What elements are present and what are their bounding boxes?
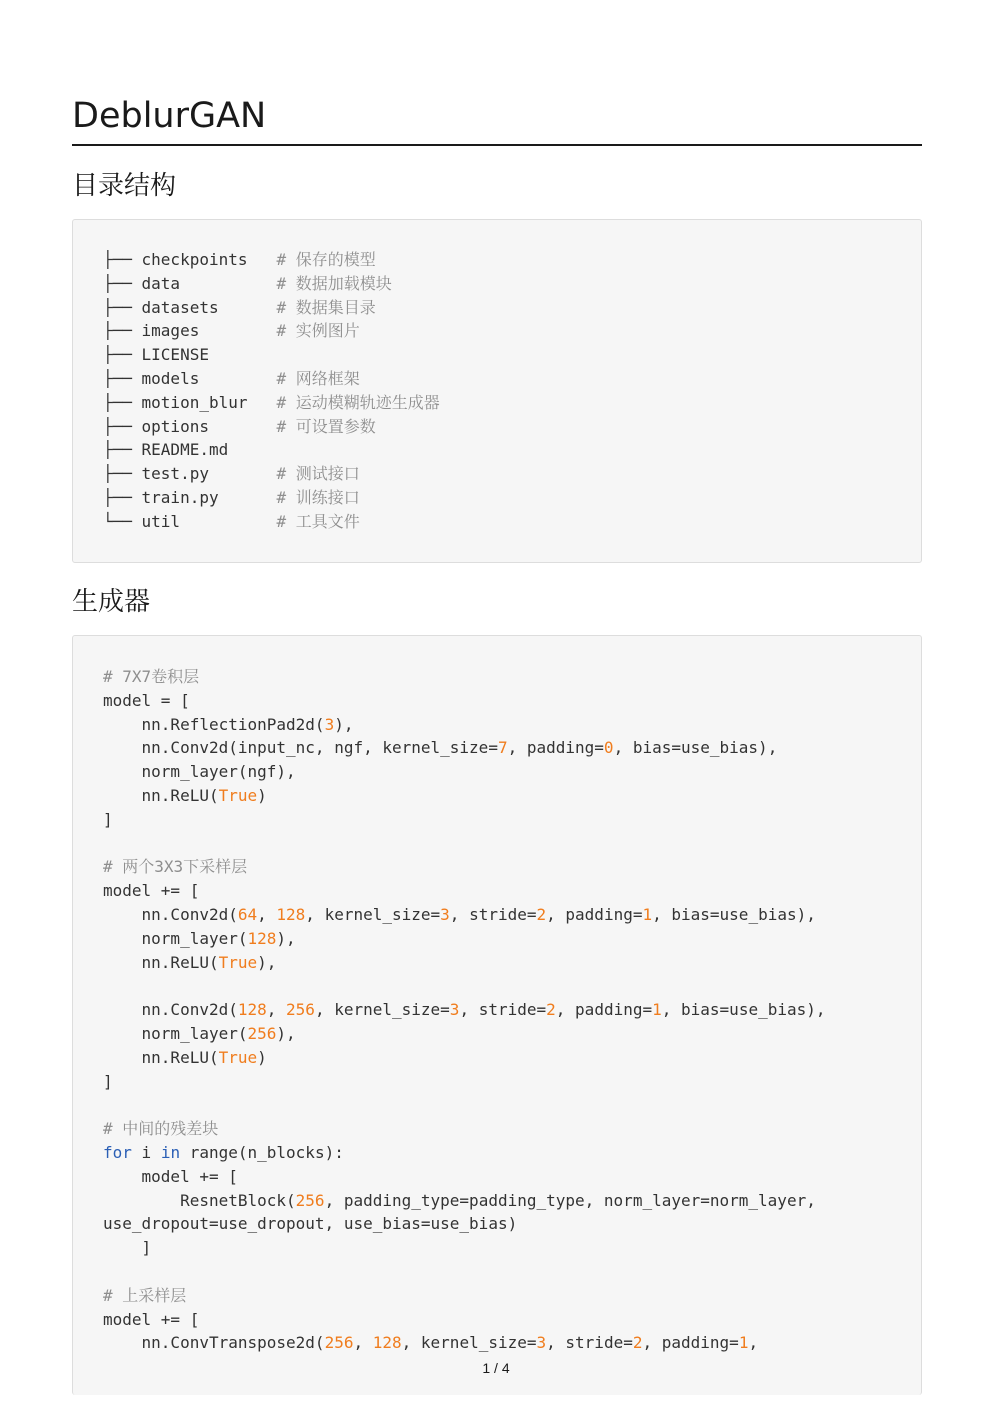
tree-entry-comment: # 数据集目录 — [276, 297, 376, 317]
tree-entry-comment: # 数据加载模块 — [276, 273, 392, 293]
tree-branch: ├── — [103, 416, 142, 436]
code-literal: 64 — [237, 904, 258, 924]
code-comment: # 上采样层 — [103, 1285, 187, 1305]
code-comment: # 两个3X3下采样层 — [103, 857, 248, 877]
code-token: nn.ReLU( — [103, 1047, 219, 1067]
code-comment: # 中间的残差块 — [103, 1119, 219, 1139]
tree-branch: ├── — [103, 464, 142, 484]
tree-branch: ├── — [103, 273, 142, 293]
code-line — [103, 1212, 826, 1236]
code-literal: 128 — [276, 904, 306, 924]
code-token: model += [ — [103, 1166, 238, 1186]
tree-row — [103, 462, 440, 486]
code-token: nn.Conv2d(input_nc, ngf, kernel_size= — [103, 738, 498, 758]
code-line — [103, 1236, 826, 1260]
section-heading-generator: 生成器 — [72, 587, 151, 617]
code-token: norm_layer( — [103, 928, 248, 948]
tree-branch: ├── — [103, 392, 142, 412]
code-token: , — [257, 904, 277, 924]
tree-branch: └── — [103, 511, 142, 531]
code-literal: True — [218, 785, 258, 805]
code-token: ] — [103, 1238, 152, 1258]
code-literal: 256 — [324, 1333, 354, 1353]
code-token: , stride= — [459, 1000, 547, 1020]
code-literal: 2 — [632, 1333, 643, 1353]
code-line — [103, 951, 826, 975]
code-literal: 3 — [324, 714, 335, 734]
code-literal: 128 — [247, 928, 277, 948]
code-keyword: in — [160, 1142, 181, 1162]
code-token: nn.ReLU( — [103, 952, 219, 972]
code-line — [103, 760, 826, 784]
code-line — [103, 927, 826, 951]
tree-row — [103, 272, 440, 296]
code-token: nn.Conv2d( — [103, 904, 238, 924]
code-token: ResnetBlock( — [103, 1190, 296, 1210]
code-literal: 2 — [546, 1000, 556, 1020]
tree-row — [103, 319, 440, 343]
tree-branch: ├── — [103, 250, 142, 269]
tree-entry-name: README.md — [141, 440, 229, 460]
code-token: norm_layer( — [103, 1023, 248, 1043]
tree-entry-name: LICENSE — [141, 345, 209, 365]
code-token: model += [ — [103, 1309, 200, 1329]
code-token: , stride= — [546, 1333, 633, 1353]
code-literal: 3 — [536, 1333, 547, 1353]
code-line — [103, 855, 826, 879]
code-line — [103, 1022, 826, 1046]
code-literal: 1 — [738, 1333, 749, 1353]
section-heading-directory: 目录结构 — [72, 171, 177, 201]
code-token: , padding= — [507, 738, 604, 758]
tree-row — [103, 296, 440, 320]
tree-entry-comment: # 保存的模型 — [276, 250, 376, 269]
tree-branch: ├── — [103, 297, 142, 317]
tree-entry-name: datasets — [141, 297, 219, 317]
code-token: , padding= — [555, 1000, 653, 1020]
tree-entry-comment: # 实例图片 — [276, 321, 360, 341]
tree-entry-comment: # 可设置参数 — [276, 416, 376, 436]
code-token: , — [353, 1333, 373, 1353]
code-token: i — [131, 1142, 161, 1162]
tree-row — [103, 438, 440, 462]
code-token: norm_layer(ngf), — [103, 762, 296, 782]
tree-entry-comment: # 工具文件 — [276, 511, 360, 531]
code-token: ) — [257, 785, 267, 805]
tree-row — [103, 248, 440, 272]
tree-entry-name: models — [141, 368, 200, 388]
code-line — [103, 1046, 826, 1070]
tree-entry-comment: # 测试接口 — [276, 464, 360, 484]
code-token: , kernel_size= — [314, 1000, 450, 1020]
tree-entry-name: train.py — [141, 487, 219, 507]
code-literal: 2 — [536, 904, 547, 924]
code-literal: True — [218, 1047, 258, 1067]
code-literal: 256 — [286, 1000, 315, 1020]
tree-entry-name: options — [141, 416, 209, 436]
code-token: ), — [334, 714, 354, 734]
code-line — [103, 1284, 826, 1308]
code-literal: 3 — [440, 904, 450, 924]
code-token: , bias=use_bias), — [652, 904, 816, 924]
code-token: , padding= — [642, 1333, 739, 1353]
code-literal: 256 — [295, 1190, 325, 1210]
tree-branch: ├── — [103, 440, 142, 460]
tree-entry-name: test.py — [141, 464, 209, 484]
code-literal: 1 — [652, 1000, 662, 1020]
directory-tree — [103, 248, 440, 534]
code-line — [103, 713, 826, 737]
tree-entry-name: motion_blur — [141, 392, 248, 412]
code-literal: 1 — [642, 904, 653, 924]
code-keyword: for — [103, 1142, 132, 1162]
code-token: model += [ — [103, 881, 200, 901]
code-token: , bias=use_bias), — [613, 738, 778, 758]
generator-code-block — [72, 635, 922, 1395]
tree-row — [103, 343, 440, 367]
tree-entry-name: data — [141, 273, 181, 293]
page-title: DeblurGAN — [72, 94, 922, 146]
code-line — [103, 1165, 826, 1189]
tree-entry-name: util — [141, 511, 181, 531]
code-literal: 256 — [247, 1023, 277, 1043]
code-token: , padding= — [546, 904, 643, 924]
code-literal: 0 — [603, 738, 614, 758]
code-token: , — [266, 1000, 287, 1020]
tree-entry-name: images — [141, 321, 200, 341]
code-token: , kernel_size= — [401, 1333, 537, 1353]
code-line — [103, 1308, 826, 1332]
page-number: 1 / 4 — [482, 1360, 510, 1376]
code-line — [103, 784, 826, 808]
directory-tree-block — [72, 219, 922, 563]
code-line — [103, 879, 826, 903]
code-line — [103, 998, 826, 1022]
code-comment: # 7X7卷积层 — [103, 667, 200, 686]
code-token: , kernel_size= — [305, 904, 441, 924]
code-token: , bias=use_bias), — [661, 1000, 826, 1020]
code-line — [103, 736, 826, 760]
code-literal: 128 — [372, 1333, 402, 1353]
code-token: nn.ReflectionPad2d( — [103, 714, 325, 734]
code-token: nn.Conv2d( — [103, 1000, 238, 1020]
code-token: ), — [276, 1023, 296, 1043]
code-line — [103, 689, 826, 713]
tree-row — [103, 510, 440, 534]
code-token: , padding_type=padding_type, norm_layer=norm_layer, — [324, 1190, 816, 1210]
generator-code — [103, 665, 826, 1355]
code-token: nn.ReLU( — [103, 785, 219, 805]
code-line — [103, 1141, 826, 1165]
code-literal: True — [218, 952, 258, 972]
tree-row — [103, 367, 440, 391]
code-line — [103, 1093, 826, 1117]
code-line — [103, 808, 826, 832]
code-token: , stride= — [449, 904, 537, 924]
code-token: model = [ — [103, 690, 190, 710]
tree-entry-comment: # 运动模糊轨迹生成器 — [276, 392, 440, 412]
code-token: , — [748, 1333, 759, 1353]
code-token: ] — [103, 1071, 113, 1091]
code-token: range(n_blocks): — [180, 1142, 344, 1162]
code-line — [103, 1117, 826, 1141]
code-literal: 3 — [449, 1000, 460, 1020]
code-token: ] — [103, 809, 113, 829]
tree-entry-comment: # 网络框架 — [276, 368, 360, 388]
tree-row — [103, 391, 440, 415]
tree-entry-name: checkpoints — [141, 250, 248, 269]
tree-branch: ├── — [103, 345, 142, 365]
tree-row — [103, 415, 440, 439]
code-token: ) — [257, 1047, 267, 1067]
code-token: ), — [276, 928, 296, 948]
code-line — [103, 974, 826, 998]
document-page — [72, 0, 922, 1403]
code-token: ), — [257, 952, 277, 972]
code-line — [103, 1331, 826, 1355]
code-line — [103, 1189, 826, 1213]
tree-branch: ├── — [103, 368, 142, 388]
tree-branch: ├── — [103, 321, 142, 341]
tree-row — [103, 486, 440, 510]
code-line — [103, 665, 826, 689]
code-line — [103, 832, 826, 856]
code-line — [103, 1070, 826, 1094]
tree-branch: ├── — [103, 487, 142, 507]
code-line — [103, 1260, 826, 1284]
code-line — [103, 903, 826, 927]
code-token: use_dropout=use_dropout, use_bias=use_bias) — [103, 1214, 518, 1234]
code-literal: 128 — [237, 1000, 267, 1020]
code-token: nn.ConvTranspose2d( — [103, 1333, 325, 1353]
code-literal: 7 — [497, 738, 508, 758]
tree-entry-comment: # 训练接口 — [276, 487, 360, 507]
